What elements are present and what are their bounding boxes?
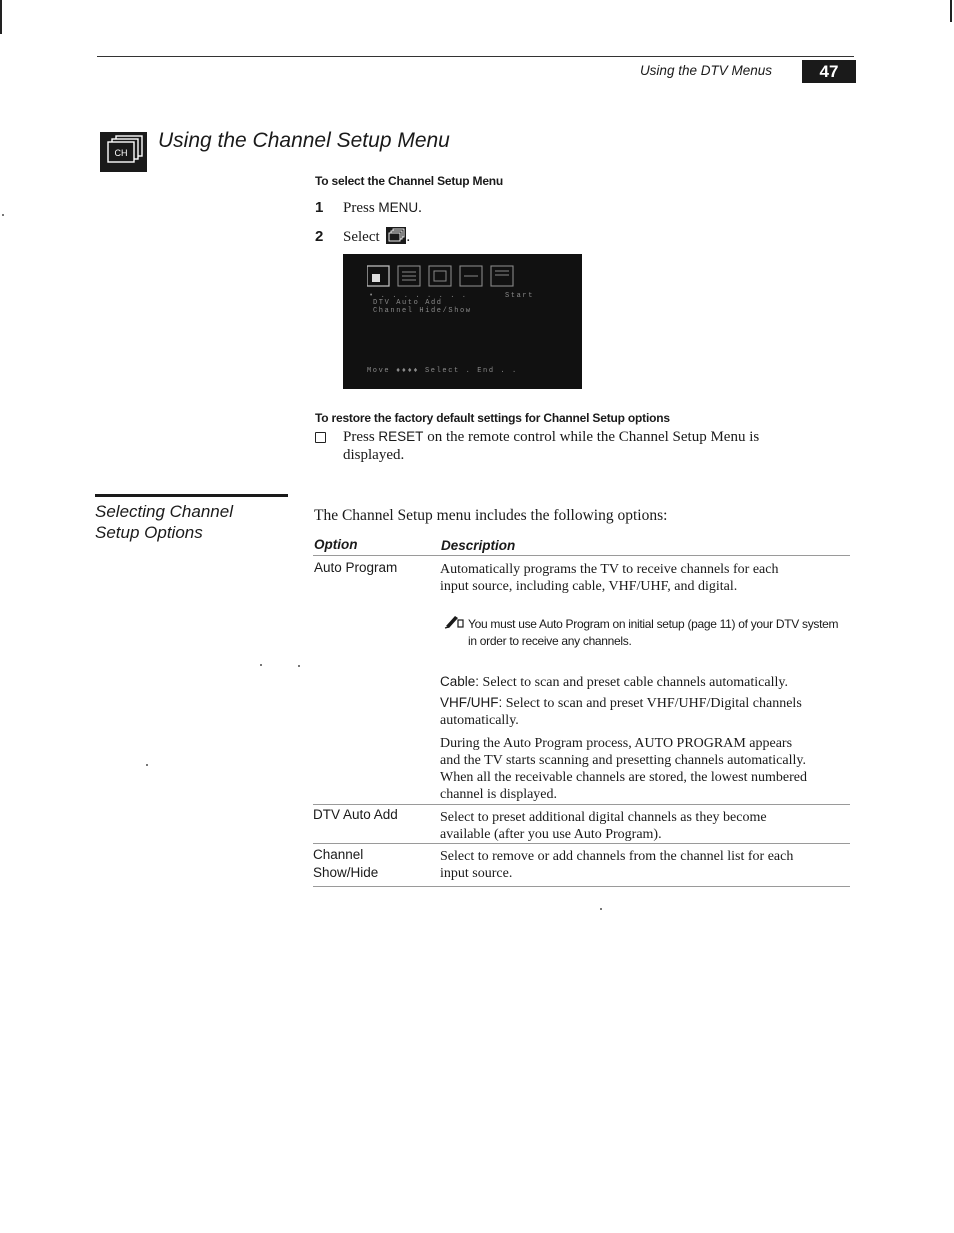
option-line: Show/Hide bbox=[313, 865, 379, 880]
description-line: channel is displayed. bbox=[440, 787, 558, 802]
table-header-rule bbox=[313, 555, 850, 556]
step-2 bbox=[315, 227, 410, 246]
step-number: 1 bbox=[315, 199, 324, 216]
cable-text: Select to scan and preset cable channels automatically. bbox=[479, 675, 788, 690]
description-line: When all the receivable channels are stored, the lowest numbered bbox=[440, 770, 807, 785]
menu-icon-bar bbox=[367, 264, 517, 290]
scan-speck bbox=[298, 665, 300, 667]
option-dtv-auto-add: DTV Auto Add bbox=[313, 807, 398, 822]
description-line: automatically. bbox=[440, 713, 519, 728]
screen-line-2: DTV Auto Add bbox=[373, 299, 443, 307]
select-menu-subhead: To select the Channel Setup Menu bbox=[315, 174, 504, 188]
vhf-uhf-label: VHF/UHF: bbox=[440, 695, 503, 710]
description-line: input source, including cable, VHF/UHF, and digital. bbox=[440, 579, 738, 594]
description-line: Select to remove or add channels from the channel list for each bbox=[440, 849, 794, 864]
running-head: Using the DTV Menus bbox=[639, 63, 772, 78]
option-line: Channel bbox=[313, 847, 364, 862]
menu-screen-image bbox=[343, 254, 582, 389]
restore-line-2: displayed. bbox=[343, 447, 405, 463]
restore-text: on the remote control while the Channel Setup Menu is bbox=[423, 429, 760, 445]
cable-label: Cable: bbox=[440, 674, 480, 689]
vhf-uhf-option bbox=[440, 694, 845, 729]
step-text: Select bbox=[343, 229, 384, 245]
menu-keyword: MENU bbox=[378, 200, 419, 215]
column-header-option: Option bbox=[314, 537, 358, 552]
vhf-uhf-text: Select to scan and preset VHF/UHF/Digital channels bbox=[502, 696, 802, 711]
auto-program-note bbox=[468, 616, 868, 650]
step-number: 2 bbox=[315, 228, 324, 245]
description-line: During the Auto Program process, AUTO PROGRAM appears bbox=[440, 736, 793, 751]
description-line: and the TV starts scanning and presetting channels automatically. bbox=[440, 753, 806, 768]
page-edge-mark-left bbox=[0, 0, 2, 34]
step-1 bbox=[315, 199, 422, 217]
options-intro: The Channel Setup menu includes the following options: bbox=[314, 507, 668, 524]
scan-speck bbox=[2, 214, 4, 216]
restore-subhead: To restore the factory default settings for Channel Setup options bbox=[315, 411, 670, 425]
note-pencil-icon bbox=[444, 613, 464, 629]
column-header-description: Description bbox=[441, 538, 516, 553]
description-line: available (after you use Auto Program). bbox=[440, 827, 662, 842]
cable-option bbox=[440, 673, 845, 691]
step-text: Press bbox=[343, 200, 379, 216]
note-line: You must use Auto Program on initial setup (page 11) of your DTV system bbox=[468, 617, 839, 631]
table-row-rule bbox=[313, 843, 850, 844]
page-edge-mark-right bbox=[950, 0, 952, 22]
step-end: . bbox=[418, 200, 422, 216]
description-line: Select to preset additional digital channels as they become bbox=[440, 810, 767, 825]
side-heading-rule bbox=[95, 494, 288, 497]
screen-line-1-right: Start bbox=[505, 292, 535, 300]
header-rule bbox=[97, 56, 854, 57]
step-end: . bbox=[406, 229, 411, 245]
section-title: Using the Channel Setup Menu bbox=[158, 129, 450, 152]
bullet-box-icon bbox=[315, 432, 326, 443]
note-line: in order to receive any channels. bbox=[468, 634, 632, 648]
option-channel-show-hide bbox=[313, 846, 378, 882]
scan-speck bbox=[260, 664, 262, 666]
side-heading-line-2: Setup Options bbox=[95, 523, 203, 542]
table-row-rule bbox=[313, 804, 850, 805]
channel-setup-icon bbox=[386, 227, 406, 244]
side-heading-line-1: Selecting Channel bbox=[95, 502, 233, 521]
auto-program-description bbox=[440, 561, 845, 595]
scan-speck bbox=[600, 908, 602, 910]
screen-line-1-left: • . . . . . . . . bbox=[369, 292, 468, 300]
description-line: input source. bbox=[440, 866, 513, 881]
channel-show-hide-description bbox=[440, 848, 845, 882]
auto-program-process bbox=[440, 735, 845, 803]
restore-line-1 bbox=[343, 428, 759, 446]
screen-footer: Move ♦♦♦♦ Select . End . . bbox=[367, 367, 518, 375]
reset-keyword: RESET bbox=[378, 429, 424, 444]
side-heading bbox=[95, 501, 233, 543]
screen-line-3: Channel Hide/Show bbox=[373, 307, 472, 315]
dtv-auto-add-description bbox=[440, 809, 845, 843]
page-number: 47 bbox=[802, 60, 856, 83]
option-auto-program: Auto Program bbox=[314, 560, 398, 575]
scan-speck bbox=[146, 764, 148, 766]
restore-text: Press bbox=[343, 429, 379, 445]
channel-setup-icon bbox=[100, 132, 147, 172]
table-bottom-rule bbox=[313, 886, 850, 887]
description-line: Automatically programs the TV to receive channels for each bbox=[440, 562, 779, 577]
channel-icon-label: CH bbox=[114, 148, 128, 158]
